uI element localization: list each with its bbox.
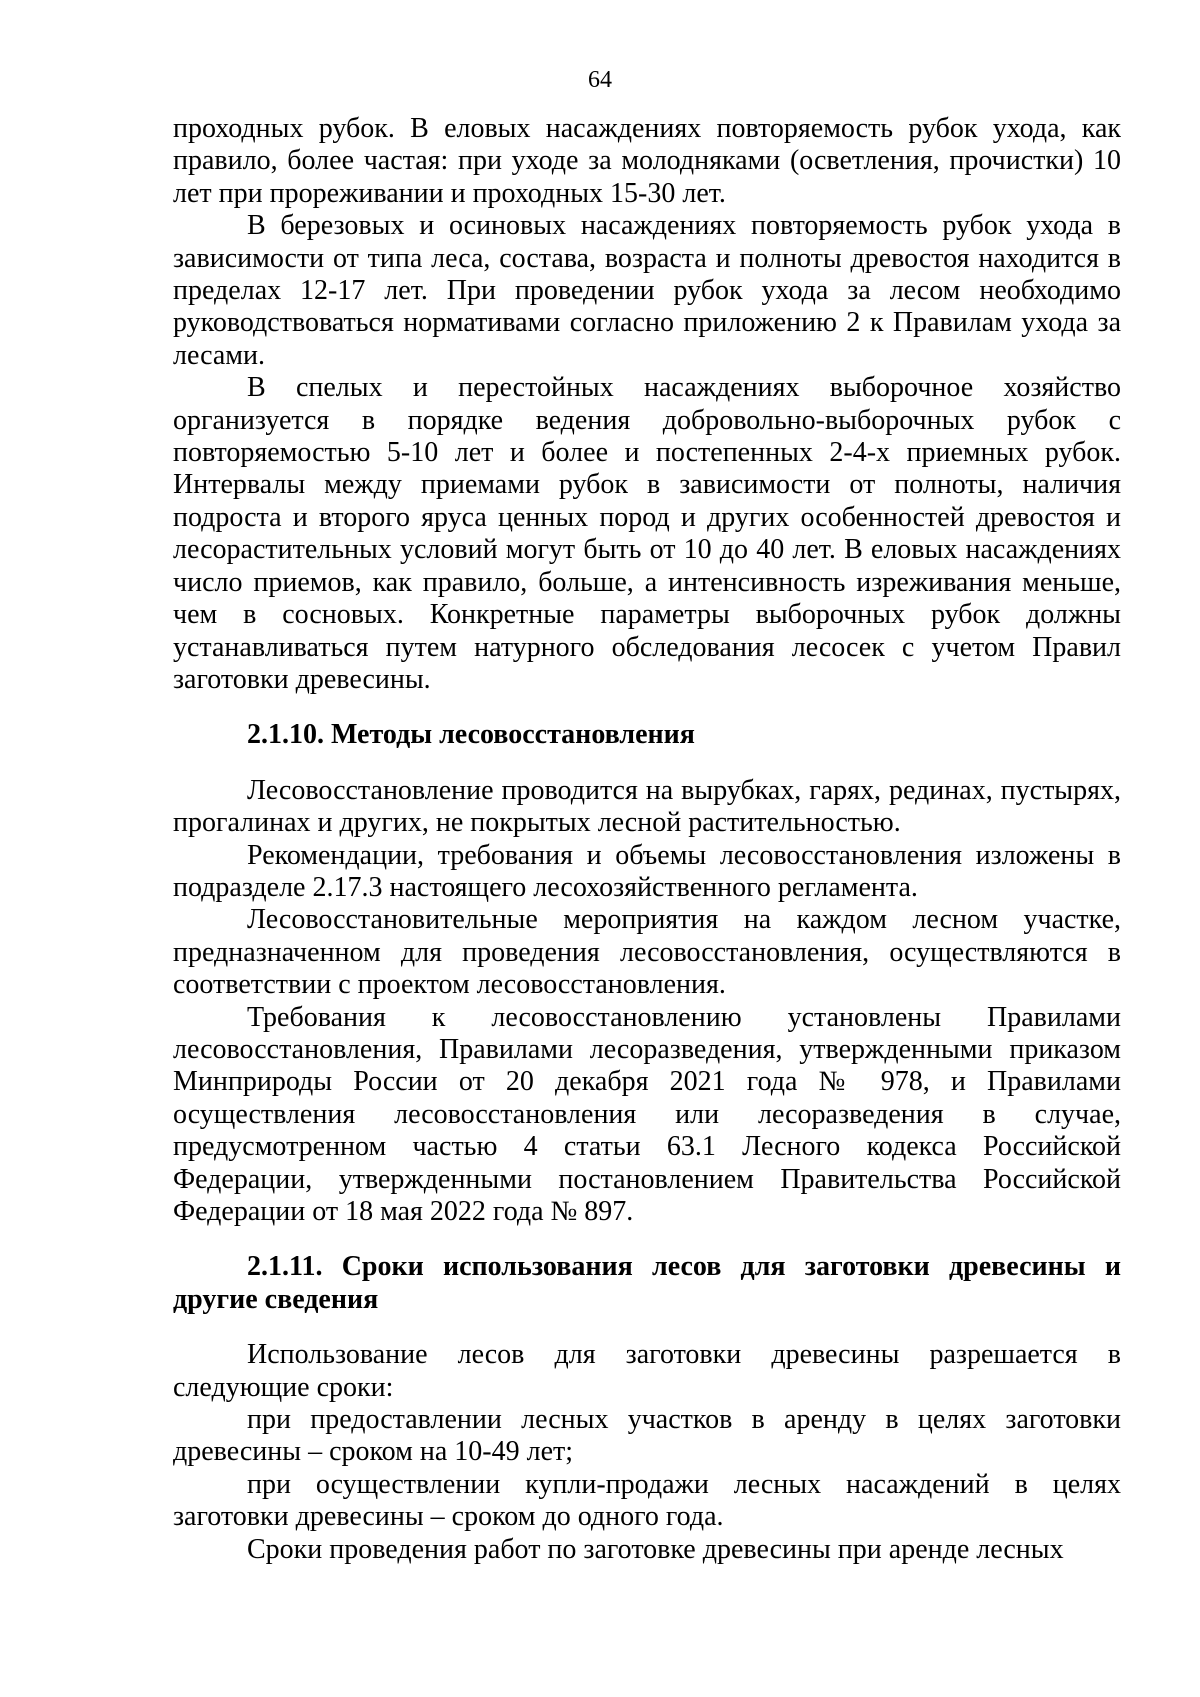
paragraph: Требования к лесовосстановлению установлены Правилами лесовосстановления, Правилами лесоразведения, утвержденными приказом Минприроды России от 20 декабря 2021 года № 978, и Правилами осуществления лесовосстановления или лесоразведения в случае, предусмотренном частью 4 статьи 63.1 Лесного кодекса Российской Федерации, утвержденными постановлением Правительства Российской Федерации от 18 мая 2022 года № 897.: [173, 1001, 1121, 1227]
paragraph: Рекомендации, требования и объемы лесовосстановления изложены в подразделе 2.17.3 настоящего лесохозяйственного регламента.: [173, 839, 1121, 903]
paragraph: Лесовосстановительные мероприятия на каждом лесном участке, предназначенном для проведения лесовосстановления, осуществляются в соответствии с проектом лесовосстановления.: [173, 904, 1121, 1001]
section-heading-2-1-11: 2.1.11. Сроки использования лесов для заготовки древесины и другие сведения: [173, 1251, 1121, 1315]
paragraph: при предоставлении лесных участков в аренду в целях заготовки древесины – сроком на 10-49 лет;: [173, 1404, 1121, 1468]
paragraph: В березовых и осиновых насаждениях повторяемость рубок ухода в зависимости от типа леса, состава, возраста и полноты древостоя находится в пределах 12-17 лет. При проведении рубок ухода за лесом необходимо руководствоваться нормативами согласно приложению 2 к Правилам ухода за лесами.: [173, 210, 1121, 371]
paragraph: В спелых и перестойных насаждениях выборочное хозяйство организуется в порядке ведения добровольно-выборочных рубок с повторяемостью 5-10 лет и более и постепенных 2-4-х приемных рубок. Интервалы между приемами рубок в зависимости от полноты, наличия подроста и второго яруса ценных пород и других особенностей древостоя и лесорастительных условий могут быть от 10 до 40 лет. В еловых насаждениях число приемов, как правило, больше, а интенсивность изреживания меньше, чем в сосновых. Конкретные параметры выборочных рубок должны устанавливаться путем натурного обследования лесосек с учетом Правил заготовки древесины.: [173, 372, 1121, 695]
paragraph: Лесовосстановление проводится на вырубках, гарях, рединах, пустырях, прогалинах и других, не покрытых лесной растительностью.: [173, 774, 1121, 839]
paragraph: Использование лесов для заготовки древесины разрешается в следующие сроки:: [173, 1339, 1121, 1403]
section-heading-2-1-10: 2.1.10. Методы лесовосстановления: [247, 719, 695, 751]
paragraph: проходных рубок. В еловых насаждениях повторяемость рубок ухода, как правило, более частая: при уходе за молодняками (осветления, прочистки) 10 лет при прореживании и проходных 15-30 лет.: [173, 113, 1121, 209]
page-number: 64: [588, 67, 612, 93]
paragraph: Сроки проведения работ по заготовке древесины при аренде лесных: [247, 1533, 1064, 1565]
document-body: [173, 113, 1121, 1566]
paragraph: при осуществлении купли-продажи лесных насаждений в целях заготовки древесины – сроком до одного года.: [173, 1468, 1121, 1533]
